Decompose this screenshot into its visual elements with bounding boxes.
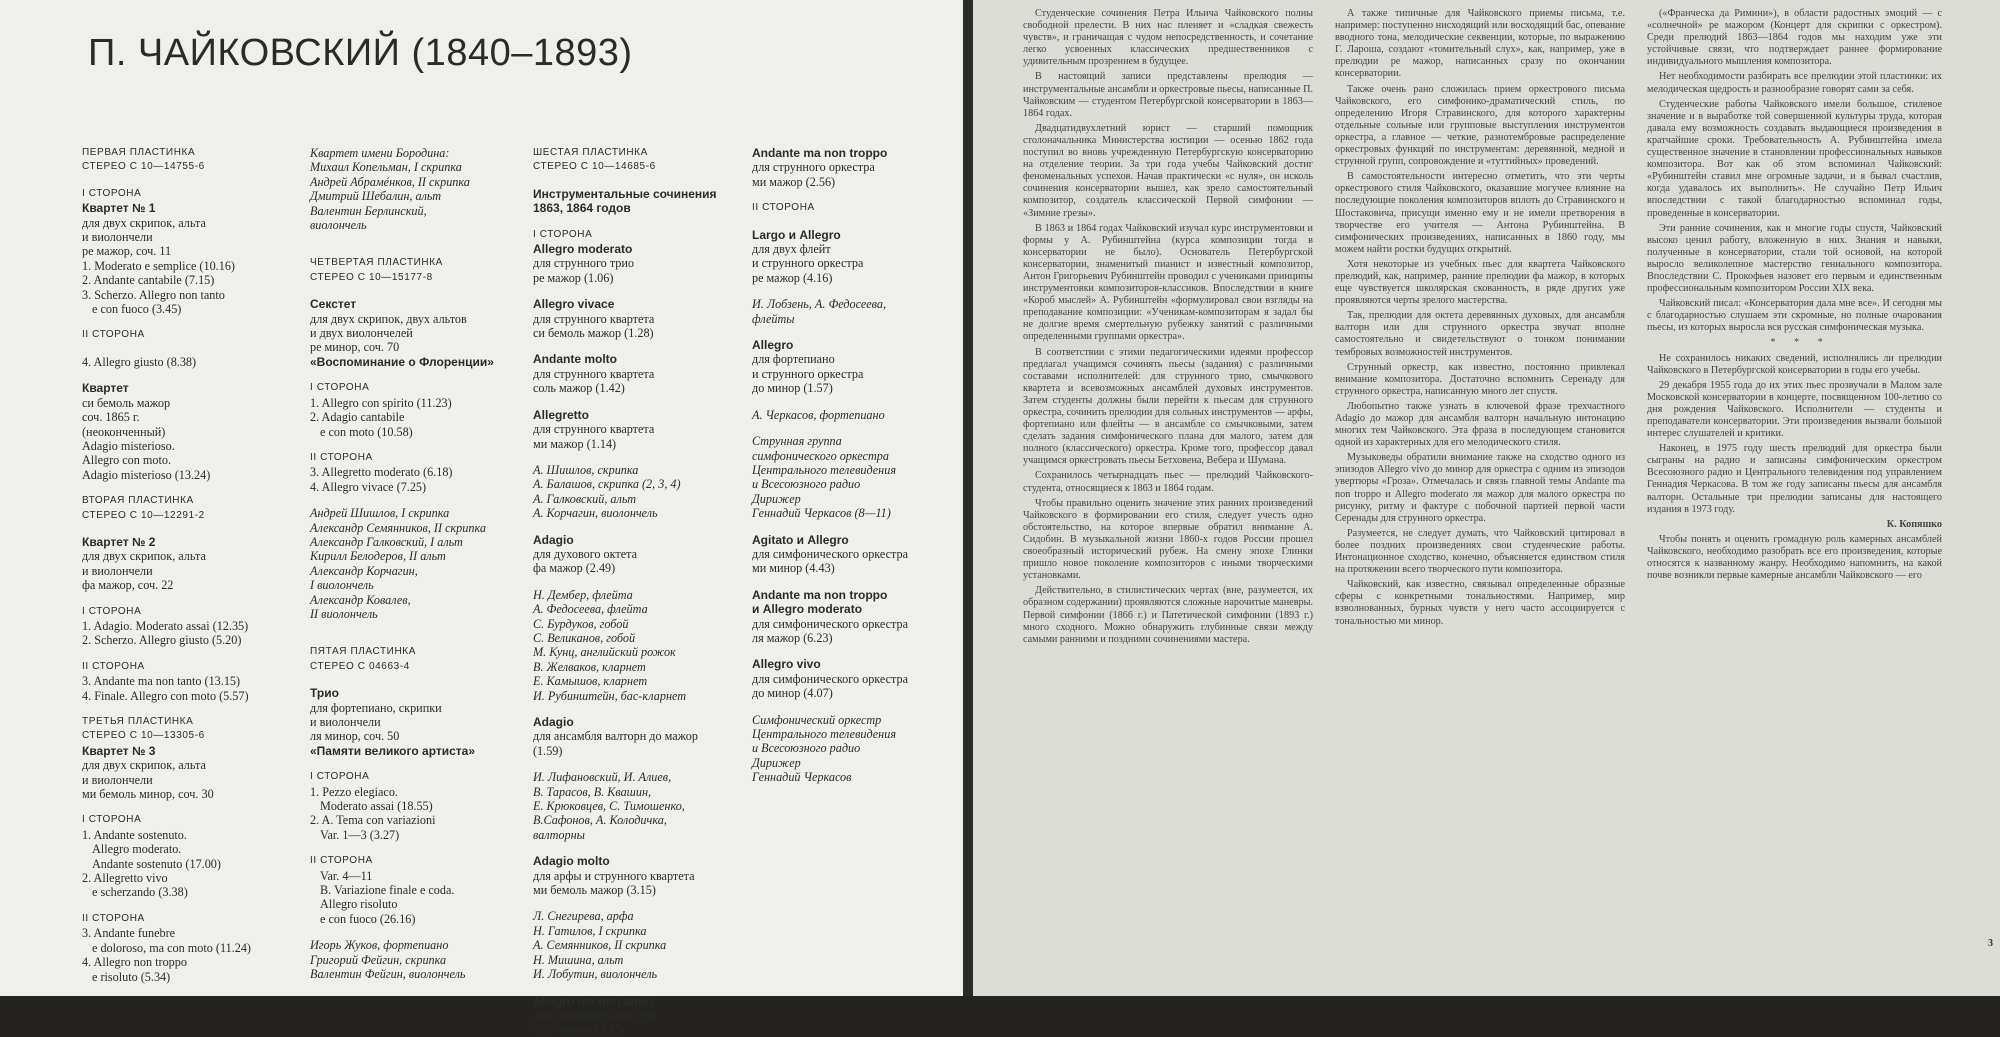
tracklist-line: для фортепиано, скрипки bbox=[310, 700, 442, 715]
tracklist-line: для фортепиано bbox=[752, 352, 835, 367]
tracklist-line bbox=[752, 645, 908, 657]
tracklist-line: (1.59) bbox=[533, 743, 563, 758]
tracklist-line: Квартет bbox=[82, 381, 129, 396]
tracklist-line: Александр Корчагин, bbox=[310, 563, 418, 578]
tracklist-line: ми бемоль мажор (3.15) bbox=[533, 883, 656, 898]
tracklist-line: I СТОРОНА bbox=[310, 382, 370, 394]
tracklist-line: Andante sostenuto (17.00) bbox=[92, 856, 221, 871]
tracklist-line: B. Variazione finale e coda. bbox=[320, 883, 455, 898]
tracklist-line: Н. Дембер, флейта bbox=[533, 587, 633, 602]
tracklist-line: для ансамбля валторн до мажор bbox=[533, 729, 698, 744]
tracklist-line: «Воспоминание о Флоренции» bbox=[310, 354, 494, 369]
essay-paragraph: Действительно, в стилистических чертах (вне, разумеется, их образном содержании) проявляются сложные нарочитые маневры. Первой симфонии (1866 г.) и Патетической симфонии (1893 г.) много сходного. Можно обнаружить глубинные связи между самыми ранними и поздними сочинениями мастера. bbox=[1023, 585, 1313, 645]
tracklist-line: СТЕРЕО С 10—15177-8 bbox=[310, 271, 433, 283]
tracklist-line: СТЕРЕО С 10—12291-2 bbox=[82, 509, 205, 521]
tracklist-line: Andante ma non troppo bbox=[752, 587, 888, 602]
essay-paragraph: В 1863 и 1864 годах Чайковский изучал курс инструментовки и формы у А. Рубинштейна (курса композиции тогда в консерватории не было). Основатель Петербургской консерватории, знаменитый пианист и известный композитор, Антон Григорьевич Рубинштейн проводил с учениками принципы инструментовки композиторов-классиков. Впоследствии в книге «Короб мыслей» А. Рубинштейн «формулировал свои взгляды на преподавание композиции: «Ученикам-композиторам я задал бы не долгие время смертельную рубежку занятий с различными определенными группами оркестра». bbox=[1023, 222, 1313, 343]
essay-paragraph: Чайковский писал: «Консерватория дала мне все». И сегодня мы с благодарностью слушаем эти скромные, но полные очарования пьесы, из которых выросла вся русская симфоническая музыка. bbox=[1647, 298, 1942, 334]
page-gutter bbox=[963, 0, 973, 996]
tracklist-line: флейты bbox=[752, 311, 795, 326]
tracklist-line: e scherzando (3.38) bbox=[92, 885, 188, 900]
tracklist-line: «Памяти великого артиста» bbox=[310, 743, 476, 758]
tracklist-line: Allegro ma non tanto bbox=[533, 993, 653, 1008]
tracklist-line: II виолончель bbox=[310, 606, 378, 621]
tracklist-line bbox=[533, 175, 717, 187]
tracklist-line: соль мажор (3.15) bbox=[533, 1022, 625, 1037]
tracklist-line bbox=[310, 621, 494, 633]
tracklist-line: С. Великанов, гобой bbox=[533, 630, 636, 645]
tracklist-line: си бемоль мажор (1.28) bbox=[533, 326, 654, 341]
tracklist-line: II СТОРОНА bbox=[310, 855, 373, 867]
tracklist-line bbox=[533, 758, 717, 770]
tracklist-line bbox=[752, 521, 908, 533]
tracklist-line bbox=[310, 842, 494, 854]
tracklist-line: Var. 4—11 bbox=[320, 868, 373, 883]
tracklist-line: I виолончель bbox=[310, 578, 374, 593]
tracklist-line: и Allegro moderato bbox=[752, 602, 863, 617]
tracklist-line bbox=[752, 422, 908, 434]
tracklist-line: А. Балашов, скрипка (2, 3, 4) bbox=[533, 477, 681, 492]
tracklist-line: ми бемоль минор, соч. 30 bbox=[82, 787, 214, 802]
tracklist-line: А. Семянников, II скрипка bbox=[533, 938, 667, 953]
tracklist-line bbox=[533, 451, 717, 463]
essay-paragraph: Любопытно также узнать в ключевой фразе трехчастного Adagio до мажор для ансамбля валторн начальную интонацию многих тем Чайковского. Эта фраза в последующем становится одной из характерных для его мелодического стиля. bbox=[1335, 400, 1625, 449]
tracklist-line bbox=[310, 285, 494, 297]
essay-paragraph: Студенческие работы Чайковского имели большое, стилевое значение и в выработке той совершенной культуры труда, которая давала ему возможность создавать выдающиеся произведения в кратчайшие сроки. Требовательность А. Рубинштейна имела существенное значение в становлении профессиональных навыков композитора. Вот как об этом вспоминал Чайковский: «Рубинштейн ставил мне огромные задачи, и я бывал счастлив, когда удавалось их выполнить». Не случайно Петр Ильич впоследствии с такой благодарностью вспоминал годы, проведенные в консерватории. bbox=[1647, 98, 1942, 219]
tracklist-line: М. Кунц, английский рожок bbox=[533, 645, 676, 660]
tracklist-line: II СТОРОНА bbox=[82, 660, 145, 672]
tracklist-line: e con fuoco (3.45) bbox=[92, 302, 182, 317]
tracklist-line: Александр Семянников, II скрипка bbox=[310, 520, 486, 535]
tracklist-line: I СТОРОНА bbox=[82, 187, 142, 199]
tracklist-line bbox=[310, 244, 494, 256]
tracklist-line bbox=[82, 703, 251, 715]
essay-paragraph: А также типичные для Чайковского приемы письма, т.е. например: поступенно нисходящий или восходящий бас, опевание вводного тона, мелодические секвенции, которые, по выражению Г. Лароша, создают «томительный слух», как, например, уже в прелюдии ре мажор, написанных сразу по окончании консерватории. bbox=[1335, 8, 1625, 80]
tracklist-line: I СТОРОНА bbox=[310, 771, 370, 783]
tracklist-line: для струнного оркестра bbox=[533, 1007, 656, 1022]
tracklist-line: Центрального телевидения bbox=[752, 462, 896, 477]
tracklist-line bbox=[82, 175, 251, 187]
tracklist-line: А. Черкасов, фортепиано bbox=[752, 407, 885, 422]
tracklist-line bbox=[533, 216, 717, 228]
tracklist-line: Трио bbox=[310, 686, 339, 701]
tracklist-line: и Всесоюзного радио bbox=[752, 741, 861, 756]
tracklist-line: I СТОРОНА bbox=[82, 605, 142, 617]
tracklist-line: СТЕРЕО С 10—14685-6 bbox=[533, 161, 656, 173]
tracklist-line bbox=[82, 316, 251, 328]
essay-column-1 bbox=[1023, 8, 1313, 649]
essay-paragraph: Разумеется, не следует думать, что Чайковский цитировал в более поздних произведениях свои студенческие работы. Интонационное сходство, конечно, объясняется единством стиля на протяжении всего творческого пути композитора. bbox=[1335, 527, 1625, 576]
tracklist-column-2 bbox=[310, 146, 494, 982]
essay-column-2 bbox=[1335, 8, 1625, 631]
tracklist-line: для двух скрипок, двух альтов bbox=[310, 311, 467, 326]
tracklist-line: 1863, 1864 годов bbox=[533, 201, 631, 216]
tracklist-line: ре мажор, соч. 11 bbox=[82, 244, 172, 259]
tracklist-line: I СТОРОНА bbox=[82, 814, 142, 826]
tracklist-line bbox=[310, 232, 494, 244]
tracklist-line bbox=[533, 897, 717, 909]
tracklist-line: Валентин Фейгин, виолончель bbox=[310, 967, 466, 982]
tracklist-column-4 bbox=[752, 146, 908, 785]
tracklist-line: А. Федосеева, флейта bbox=[533, 602, 648, 617]
tracklist-line: и Всесоюзного радио bbox=[752, 477, 861, 492]
tracklist-line: Квартет имени Бородина: bbox=[310, 146, 450, 160]
author-signature: К. Копяшко bbox=[1886, 518, 1942, 530]
tracklist-line: 1. Allegro con spirito (11.23) bbox=[310, 395, 452, 410]
right-page bbox=[973, 0, 2000, 996]
tracklist-line bbox=[310, 674, 494, 686]
tracklist-line: и двух виолончелей bbox=[310, 326, 413, 341]
essay-paragraph: Нет необходимости разбирать все прелюдии этой пластинки: их мелодическая щедрость и разнообразие говорят сами за себя. bbox=[1647, 71, 1942, 95]
tracklist-line: соч. 1865 г. bbox=[82, 410, 140, 425]
tracklist-line: до минор (1.57) bbox=[752, 381, 833, 396]
tracklist-line: ШЕСТАЯ ПЛАСТИНКА bbox=[533, 147, 648, 158]
essay-paragraph: В самостоятельности интересно отметить, что эти черты оркестрового стиля Чайковского, оказавшие могучее влияние на последующие поколения композиторов вплоть до Стравинского и Шостаковича, присущи именно ему и не имели претворения в творчестве его учителя — Антона Рубинштейна. В симфонических произведениях, написанных в 1860 году, мы можем найти ростки будущих открытий. bbox=[1335, 171, 1625, 255]
tracklist-line: e con fuoco (26.16) bbox=[320, 911, 416, 926]
tracklist-line: Дирижер bbox=[752, 491, 801, 506]
tracklist-line: И. Лобутин, виолончель bbox=[533, 967, 658, 982]
tracklist-line: 4. Allegro giusto (8.38) bbox=[82, 354, 197, 369]
tracklist-line: виолончель bbox=[310, 218, 367, 233]
tracklist-line: Александр Ковалев, bbox=[310, 592, 411, 607]
tracklist-line: для симфонического оркестра bbox=[752, 671, 909, 686]
tracklist-line: фа мажор, соч. 22 bbox=[82, 578, 174, 593]
tracklist-line bbox=[752, 396, 908, 408]
tracklist-line: 2. Andante cantabile (7.15) bbox=[82, 273, 215, 288]
tracklist-line bbox=[310, 926, 494, 938]
tracklist-line bbox=[82, 900, 251, 912]
tracklist-line: и струнного оркестра bbox=[752, 366, 864, 381]
tracklist-line: и виолончели bbox=[82, 563, 153, 578]
tracklist-line: Кирилл Белодеров, II альт bbox=[310, 549, 446, 564]
tracklist-line: Игорь Жуков, фортепиано bbox=[310, 938, 449, 953]
tracklist-column-3 bbox=[533, 146, 717, 1037]
tracklist-line: II СТОРОНА bbox=[752, 202, 815, 214]
tracklist-line: Валентин Берлинский, bbox=[310, 203, 427, 218]
tracklist-line: 3. Allegretto moderato (6.18) bbox=[310, 465, 453, 480]
tracklist-line: соль мажор (1.42) bbox=[533, 381, 625, 396]
essay-paragraph: Чтобы правильно оценить значение этих ранних произведений Чайковского в формировании его стиля, следует учесть одно обстоятельство, на которое впервые обратил внимание А. Сидобин. В музыкальной жизни 1860-х годов России прошел своеобразный исторический рубеж. На смену эпохе Глинки пришло новое поколение композиторов с иными творческими установками. bbox=[1023, 497, 1313, 582]
tracklist-line bbox=[82, 593, 251, 605]
tracklist-line: Александр Галковский, I альт bbox=[310, 534, 463, 549]
essay-paragraph: Эти ранние сочинения, как и многие годы спустя, Чайковский высоко ценил работу, вложенную в них. Знания и навыки, полученные в консерватории, стали той основой, на которой выросло великолепное мастерство гениального композитора. Впоследствии С. Прокофьев назовет его первым и единственным профессиональным композитором России XIX века. bbox=[1647, 222, 1942, 295]
left-page bbox=[0, 0, 963, 1037]
essay-paragraph: В настоящий записи представлены прелюдия — инструментальные ансамбли и оркестровые пьесы, написанные П. Чайковским — студентом Петербургской консерватории в 1863—1864 годах. bbox=[1023, 71, 1313, 119]
essay-column-3 bbox=[1647, 8, 1942, 585]
tracklist-line: ВТОРАЯ ПЛАСТИНКА bbox=[82, 495, 194, 507]
tracklist-line bbox=[752, 189, 908, 201]
tracklist-line: В.Сафонов, А. Колодичка, bbox=[533, 813, 667, 828]
tracklist-line: И. Лобзень, А. Федосеева, bbox=[752, 297, 887, 312]
tracklist-line: Andante molto bbox=[533, 352, 617, 367]
tracklist-line: Геннадий Черкасов (8—11) bbox=[752, 506, 891, 521]
tracklist-line: Н. Мишина, альт bbox=[533, 952, 624, 967]
tracklist-line: Allegro con moto. bbox=[82, 453, 172, 468]
tracklist-line: (неоконченный) bbox=[82, 424, 166, 439]
tracklist-line bbox=[82, 482, 251, 494]
tracklist-line: и виолончели bbox=[82, 230, 153, 245]
tracklist-line: ля минор, соч. 50 bbox=[310, 729, 400, 744]
tracklist-line: Allegretto bbox=[533, 407, 590, 422]
tracklist-line bbox=[310, 633, 494, 645]
tracklist-line: 2. Adagio cantabile bbox=[310, 410, 405, 425]
tracklist-line: Андрей Абрамéнков, II скрипка bbox=[310, 174, 470, 189]
tracklist-line: 2. Allegretto vivo bbox=[82, 871, 168, 886]
tracklist-line: А. Шишлов, скрипка bbox=[533, 462, 639, 477]
tracklist-line: Андрей Шишлов, I скрипка bbox=[310, 506, 450, 521]
tracklist-line: e risoluto (5.34) bbox=[92, 969, 171, 984]
tracklist-line: для струнного квартета bbox=[533, 311, 655, 326]
tracklist-line: Allegro moderato bbox=[533, 242, 633, 257]
tracklist-line: И. Лифановский, И. Алиев, bbox=[533, 770, 672, 785]
tracklist-line bbox=[533, 842, 717, 854]
tracklist-line: Е. Камышов, кларнет bbox=[533, 674, 648, 689]
tracklist-line: ре мажор (1.06) bbox=[533, 270, 614, 285]
tracklist-line: СТЕРЕО С 10—14755-6 bbox=[82, 161, 205, 173]
tracklist-line: Largo и Allegro bbox=[752, 227, 841, 242]
tracklist-line: ЧЕТВЕРТАЯ ПЛАСТИНКА bbox=[310, 257, 443, 269]
tracklist-line: ля мажор (6.23) bbox=[752, 630, 833, 645]
tracklist-line: си бемоль мажор bbox=[82, 395, 171, 410]
tracklist-line: для струнного трио bbox=[533, 256, 635, 271]
essay-paragraph: Студенческие сочинения Петра Ильича Чайковского полны свободной прелести. В них нас пленяет и «сладкая свежесть чувств», и граничащая с чудом непосредственность, и сочетание легко усвоенных классических предшественников с удивительным прозрением в будущее. bbox=[1023, 8, 1313, 68]
tracklist-line: II СТОРОНА bbox=[82, 329, 145, 341]
tracklist-line bbox=[82, 343, 251, 355]
tracklist-line: Квартет № 1 bbox=[82, 201, 156, 216]
tracklist-line: валторны bbox=[533, 827, 585, 842]
tracklist-line bbox=[310, 494, 494, 506]
tracklist-line: и виолончели bbox=[310, 715, 381, 729]
tracklist-line: для двух скрипок, альта bbox=[82, 549, 206, 564]
tracklist-line bbox=[752, 701, 908, 713]
essay-paragraph: Струнный оркестр, как известно, постоянно привлекал внимание композитора. Достаточно вспомнить Серенаду для струнного оркестра, написанную много лет спустя. bbox=[1335, 361, 1625, 397]
tracklist-line: Adagio misterioso (13.24) bbox=[82, 467, 211, 482]
tracklist-line: 3. Scherzo. Allegro non tanto bbox=[82, 287, 225, 302]
tracklist-line bbox=[533, 576, 717, 588]
essay-paragraph: («Франческа да Римини»), в области радостных эмоций — с «солнечной» ре мажором (Концерт для скрипки с оркестром). Среди прелюдий 1863—1864 годов мы находим уже эти устойчивые связи, что подтверждает раннее формирование индивидуального мышления композитора. bbox=[1647, 8, 1942, 68]
tracklist-line: e doloroso, ma con moto (11.24) bbox=[92, 940, 251, 955]
tracklist-line: Agitato и Allegro bbox=[752, 532, 849, 547]
essay-paragraph: Также очень рано сложилась прием оркестрового письма Чайковского, его симфонико-драматический стиль, по определению Игоря Стравинского, для которого характерны отдельные сольные или групповые выступления инструментов оркестра, а главное — четкие, разнотембровые распределение оркестровых функций по инструментам: деревянной, медной и струнной групп, сопровождение и «туттийных» проведений. bbox=[1335, 83, 1625, 168]
tracklist-line: Allegro vivace bbox=[533, 297, 615, 312]
essay-paragraph: Не сохранилось никаких сведений, исполнялись ли прелюдии Чайковского в Петербургской консерватории в годы его учебы. bbox=[1647, 352, 1942, 376]
tracklist-line: Allegro moderato. bbox=[92, 842, 182, 857]
tracklist-line bbox=[533, 340, 717, 352]
tracklist-line: для струнного оркестра bbox=[752, 160, 875, 175]
tracklist-line: В. Тарасов, В. Квашин, bbox=[533, 784, 652, 799]
tracklist-line: Инструментальные сочинения bbox=[533, 186, 717, 201]
tracklist-line: Н. Гатилов, I скрипка bbox=[533, 923, 647, 938]
tracklist-line: Adagio bbox=[533, 532, 574, 547]
page-title: П. ЧАЙКОВСКИЙ (1840–1893) bbox=[88, 32, 633, 74]
tracklist-line: Allegro bbox=[752, 338, 794, 353]
tracklist-line: для арфы и струнного квартета bbox=[533, 868, 695, 883]
tracklist-line bbox=[533, 521, 717, 533]
tracklist-line: ре минор, соч. 70 bbox=[310, 340, 400, 355]
essay-paragraph: Двадцатидвухлетний юрист — старший помощник столоначальника Министерства юстиции — осенью 1862 года поступил во вновь учрежденную Петербургскую консерваторию на отделение теории. За три года учебы Чайковский достиг феноменальных успехов. Начав практически «с нуля», он исколь сочинения консерватории вышел, как зрело самостоятельный композитор, создатель классической Первой симфонии — «Зимние грезы». bbox=[1023, 122, 1313, 219]
tracklist-line: и струнного оркестра bbox=[752, 256, 864, 271]
tracklist-line: для струнного квартета bbox=[533, 422, 655, 437]
page-number: 3 bbox=[1988, 938, 1993, 949]
tracklist-line: 1. Pezzo elegiaco. bbox=[310, 784, 398, 799]
tracklist-line: Andante ma non troppo bbox=[752, 146, 888, 160]
essay-paragraph: В соответствии с этими педагогическими идеями профессор предлагал учащимся сочинять пьесы (задания) с различными составами исполнителей: для струнного трио, смычкового квартета и всевозможных ансамблей духовых инструментов. Затем студенты должны были перейти к пьесам для струнного оркестра, сочинить прелюдии для сольных инструментов — арфы, фортепиано или флейты — в ансамбле со смычковыми, затем сделать задания симфонического плана для малого, затем для полного (классического) оркестра. Кроме того, профессор давал учащимся оркестровать пьесы Бетховена, Вебера и Шумана. bbox=[1023, 346, 1313, 467]
tracklist-line: Allegro vivo bbox=[752, 657, 821, 672]
tracklist-line: 1. Andante sostenuto. bbox=[82, 827, 187, 842]
tracklist-line: Михаил Копельман, I скрипка bbox=[310, 160, 462, 175]
tracklist-line bbox=[752, 216, 908, 228]
tracklist-line: и виолончели bbox=[82, 772, 153, 787]
tracklist-line: ми мажор (2.56) bbox=[752, 174, 836, 189]
tracklist-line: Дирижер bbox=[752, 755, 801, 770]
tracklist-line: до минор (4.07) bbox=[752, 686, 833, 701]
tracklist-line: Квартет № 2 bbox=[82, 534, 156, 549]
tracklist-line: 4. Finale. Allegro con moto (5.57) bbox=[82, 688, 249, 703]
tracklist-line: Adagio misterioso. bbox=[82, 438, 175, 453]
tracklist-line bbox=[82, 648, 251, 660]
tracklist-line: 2. A. Tema con variazioni bbox=[310, 813, 436, 828]
tracklist-line: ми мажор (1.14) bbox=[533, 436, 617, 451]
tracklist-line: для духового октета bbox=[533, 546, 638, 561]
tracklist-line: Центрального телевидения bbox=[752, 727, 896, 741]
essay-paragraph: Сохранилось четырнадцать пьес — прелюдий Чайковского-студента, относящиеся к 1863 и 1864 годам. bbox=[1023, 470, 1313, 494]
tracklist-line: e con moto (10.58) bbox=[320, 424, 413, 439]
tracklist-line: ми минор (4.43) bbox=[752, 561, 835, 576]
tracklist-line: Струнная группа bbox=[752, 434, 842, 449]
tracklist-line: 3. Andante funebre bbox=[82, 926, 176, 941]
tracklist-line: Var. 1—3 (3.27) bbox=[320, 827, 400, 842]
tracklist-line: ТРЕТЬЯ ПЛАСТИНКА bbox=[82, 716, 194, 727]
tracklist-line bbox=[533, 285, 717, 297]
tracklist-line: Adagio bbox=[533, 715, 574, 729]
tracklist-line: 1. Adagio. Moderato assai (12.35) bbox=[82, 618, 249, 633]
essay-paragraph: Чтобы понять и оценить громадную роль камерных ансамблей Чайковского, необходимо разобрать все его произведения, которые относятся к названному жанру. Необходимо напомнить, на какой почве возникли первые камерные ансамбли Чайковского — его bbox=[1647, 533, 1942, 582]
tracklist-line: ПЕРВАЯ ПЛАСТИНКА bbox=[82, 147, 196, 158]
tracklist-line: А. Галковский, альт bbox=[533, 491, 637, 506]
tracklist-line: Симфонический оркестр bbox=[752, 712, 882, 727]
tracklist-line: Allegro risoluto bbox=[320, 897, 398, 912]
section-divider: * * * bbox=[1770, 337, 1831, 349]
tracklist-line: И. Рубинштейн, бас-кларнет bbox=[533, 688, 687, 703]
tracklist-line: для двух флейт bbox=[752, 242, 831, 257]
tracklist-line: В. Желваков, кларнет bbox=[533, 659, 646, 674]
tracklist-line bbox=[752, 285, 908, 297]
tracklist-line: Adagio molto bbox=[533, 854, 610, 869]
essay-paragraph: Хотя некоторые из учебных пьес для квартета Чайковского прелюдий, как, например, ранние прелюдии фа мажор, в которых еще чувствуется школярская скованность, в ряде других уже проявляются черты зрелого мастерства. bbox=[1335, 258, 1625, 307]
tracklist-line bbox=[310, 758, 494, 770]
tracklist-line: Григорий Фейгин, скрипка bbox=[310, 952, 447, 967]
tracklist-line: 4. Allegro vivace (7.25) bbox=[310, 479, 427, 494]
tracklist-line: II СТОРОНА bbox=[82, 912, 145, 924]
tracklist-line: СТЕРЕО С 04663-4 bbox=[310, 660, 410, 672]
essay-paragraph: Наконец, в 1975 году шесть прелюдий для оркестра были сыграны на радио и записаны симфоническим оркестром Всесоюзного радио и Центрального телевидения под управлением Геннадия Черкасова. В том же году записаны пьесы для ансамбля валторн. Остальные три прелюдии записаны для настоящего издания в 1973 году. bbox=[1647, 443, 1942, 515]
essay-paragraph: Так, прелюдии для октета деревянных духовых, для ансамбля валторн или для струнного оркестра звучат вполне самостоятельно и свидетельствуют о тонком понимании тембровых возможностей инструментов. bbox=[1335, 310, 1625, 358]
tracklist-line: II СТОРОНА bbox=[310, 451, 373, 463]
tracklist-line bbox=[533, 982, 717, 994]
tracklist-line bbox=[533, 703, 717, 715]
tracklist-line: для двух скрипок, альта bbox=[82, 215, 206, 230]
tracklist-line bbox=[310, 369, 494, 381]
tracklist-line: 1. Moderato e semplice (10.16) bbox=[82, 258, 235, 273]
tracklist-line: для симфонического оркестра bbox=[752, 546, 909, 561]
tracklist-line: Moderato assai (18.55) bbox=[320, 799, 433, 814]
tracklist-line: Дмитрий Шебалин, альт bbox=[310, 189, 442, 204]
tracklist-line: Секстет bbox=[310, 297, 357, 312]
tracklist-line: для двух скрипок, альта bbox=[82, 758, 206, 773]
tracklist-line bbox=[82, 801, 251, 813]
tracklist-line: для струнного квартета bbox=[533, 366, 655, 381]
essay-paragraph: Чайковский, как известно, связывал определенные образные сферы с конкретными тональностями. Например, мир взволнованных, бурных чувств у него часто ассоциируется с тональностью ми минор. bbox=[1335, 579, 1625, 627]
tracklist-line: для симфонического оркестра bbox=[752, 616, 909, 631]
tracklist-line: Е. Крюковцев, С. Тимошенко, bbox=[533, 799, 685, 814]
tracklist-column-1 bbox=[82, 146, 251, 984]
tracklist-line: Квартет № 3 bbox=[82, 743, 156, 758]
tracklist-line: ПЯТАЯ ПЛАСТИНКА bbox=[310, 646, 416, 658]
tracklist-line: СТЕРЕО С 10—13305-6 bbox=[82, 730, 205, 742]
tracklist-line: 4. Allegro non troppo bbox=[82, 955, 187, 970]
tracklist-line: I СТОРОНА bbox=[533, 228, 593, 240]
tracklist-line: Л. Снегирева, арфа bbox=[533, 909, 634, 924]
tracklist-line bbox=[752, 576, 908, 588]
tracklist-line: С. Бурдуков, гобой bbox=[533, 616, 629, 631]
tracklist-line bbox=[752, 326, 908, 338]
tracklist-line: 3. Andante ma non tanto (13.15) bbox=[82, 674, 241, 689]
tracklist-line bbox=[82, 369, 251, 381]
tracklist-line: ре мажор (4.16) bbox=[752, 270, 833, 285]
tracklist-line bbox=[82, 523, 251, 535]
tracklist-line: Геннадий Черкасов bbox=[752, 770, 852, 785]
tracklist-line: А. Корчагин, виолончель bbox=[533, 506, 658, 521]
tracklist-line: фа мажор (2.49) bbox=[533, 561, 616, 576]
essay-paragraph: Музыковеды обратили внимание также на сходство одного из эпизодов Allegro vivo до минор для оркестра с одним из эпизодов увертюры «Гроза». Отмечалась и связь главной темы Andante ma non troppo и Allegro moderato ля мажор для малого оркестра по рисунку, ритму и фактуре с побочной партией первой части Серенады для струнного оркестра. bbox=[1335, 452, 1625, 524]
tracklist-line bbox=[533, 396, 717, 408]
tracklist-line: симфонического оркестра bbox=[752, 448, 889, 463]
tracklist-line: 2. Scherzo. Allegro giusto (5.20) bbox=[82, 633, 242, 648]
essay-paragraph: 29 декабря 1955 года до их этих пьес прозвучали в Малом зале Московской консерватории в концерте, посвященном 100-летию со дня рождения Чайковского. Исполнители — студенты и преподаватели консерватории. Эти произведения вызвали большой интерес слушателей и критики. bbox=[1647, 379, 1942, 440]
tracklist-line bbox=[310, 439, 494, 451]
